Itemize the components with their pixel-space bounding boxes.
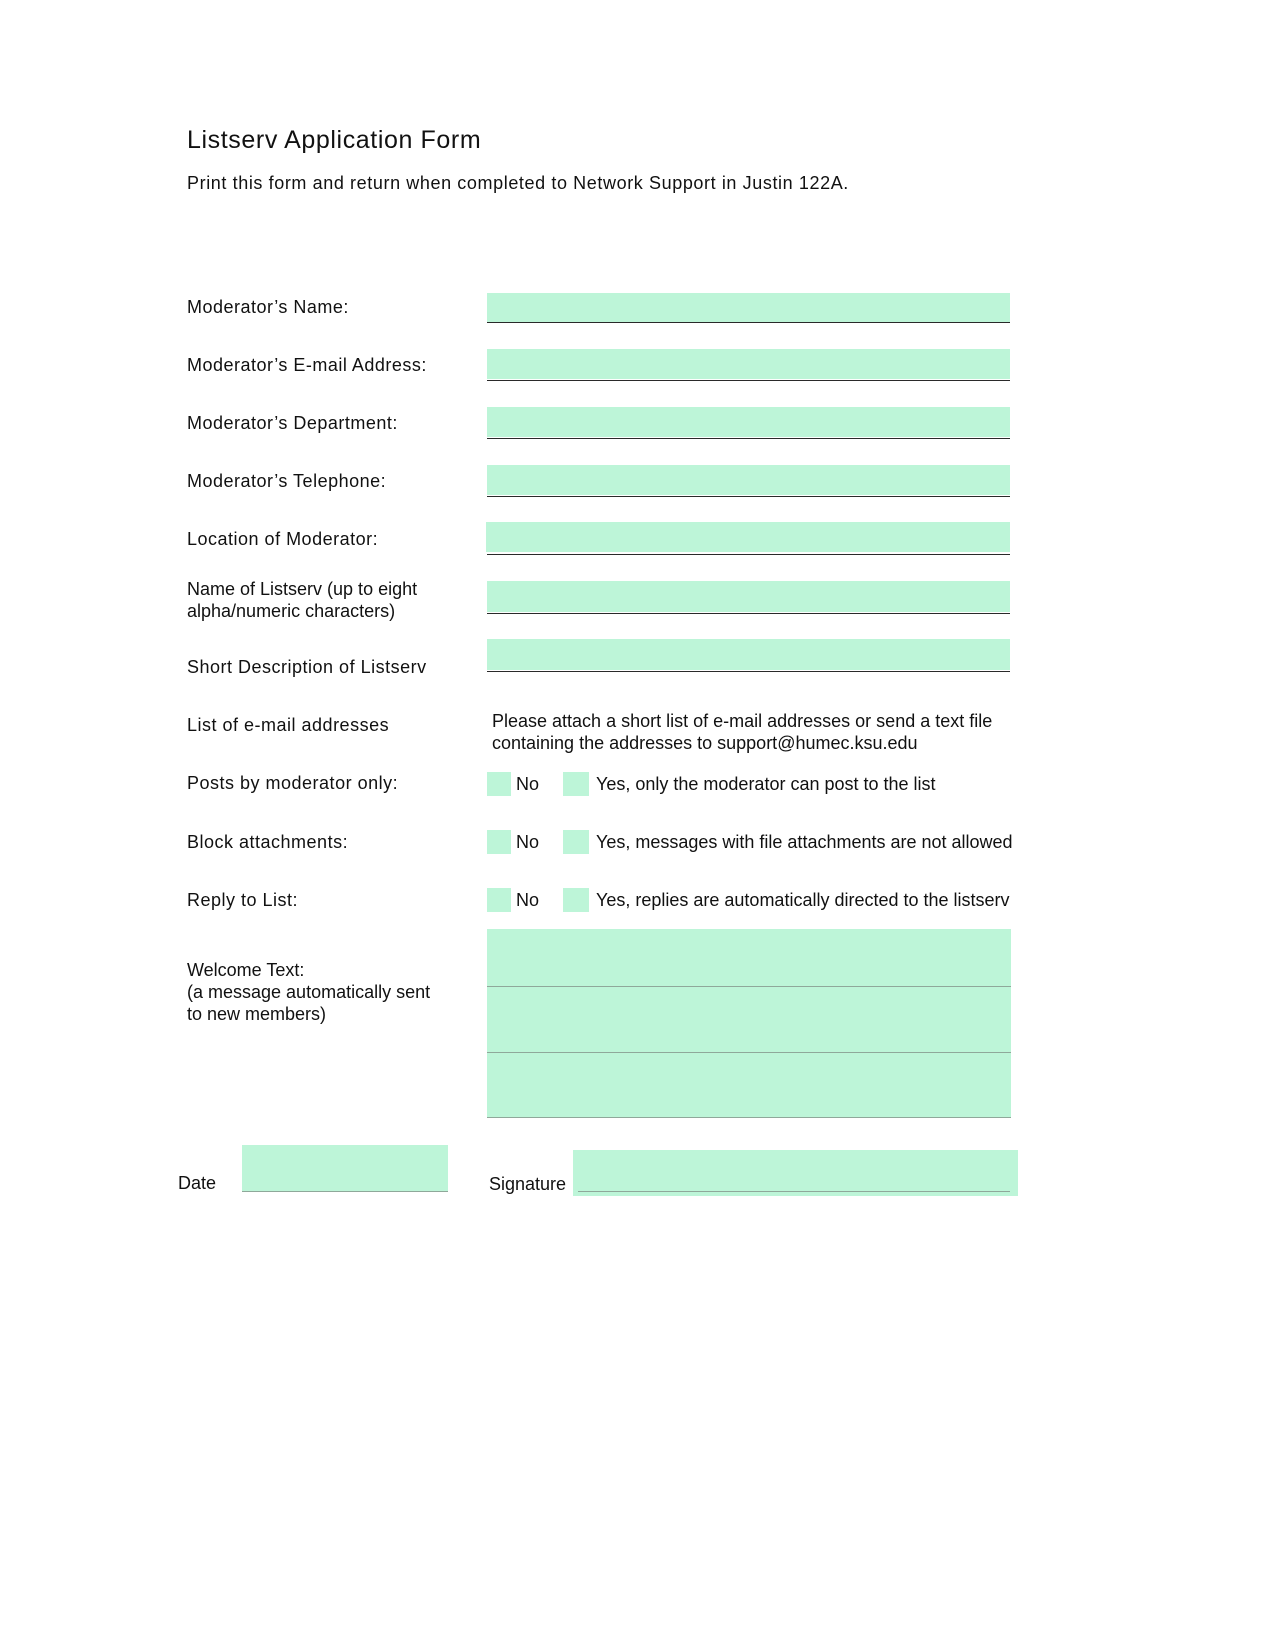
- posts-by-moderator-yes-label: Yes, only the moderator can post to the list: [596, 774, 936, 794]
- welcome-text-rule-2: [487, 1052, 1011, 1053]
- reply-to-list-yes-label: Yes, replies are automatically directed to the listserv: [596, 890, 1010, 910]
- welcome-text-label-line2: (a message automatically sent: [187, 982, 431, 1002]
- block-attachments-yes-checkbox[interactable]: [563, 830, 589, 854]
- moderator-name-label: Moderator’s Name:: [187, 297, 349, 317]
- welcome-text-rule-3: [487, 1117, 1011, 1118]
- moderator-department-label: Moderator’s Department:: [187, 413, 398, 433]
- welcome-text-label-line1: Welcome Text:: [187, 960, 305, 980]
- moderator-telephone-label: Moderator’s Telephone:: [187, 471, 387, 491]
- block-attachments-label: Block attachments:: [187, 832, 349, 852]
- reply-to-list-yes-checkbox[interactable]: [563, 888, 589, 912]
- short-description-input[interactable]: [487, 639, 1010, 670]
- moderator-email-label: Moderator’s E-mail Address:: [187, 355, 427, 375]
- email-list-note-line1: Please attach a short list of e-mail addresses or send a text file: [492, 711, 993, 731]
- short-description-label: Short Description of Listserv: [187, 657, 427, 677]
- moderator-name-underline: [487, 322, 1010, 323]
- signature-underline: [578, 1191, 1010, 1192]
- moderator-email-input[interactable]: [487, 349, 1010, 379]
- moderator-telephone-input[interactable]: [487, 465, 1010, 495]
- listserv-name-underline: [487, 613, 1010, 614]
- moderator-telephone-underline: [487, 496, 1010, 497]
- moderator-location-underline: [487, 554, 1010, 555]
- signature-label: Signature: [489, 1174, 567, 1194]
- welcome-text-rule-1: [487, 986, 1011, 987]
- reply-to-list-no-label: No: [516, 890, 540, 910]
- moderator-email-underline: [487, 380, 1010, 381]
- block-attachments-yes-label: Yes, messages with file attachments are not allowed: [596, 832, 1013, 852]
- short-description-underline: [487, 671, 1010, 672]
- moderator-location-label: Location of Moderator:: [187, 529, 379, 549]
- block-attachments-no-checkbox[interactable]: [487, 830, 511, 854]
- page-subtitle: Print this form and return when completed to Network Support in Justin 122A.: [187, 173, 849, 193]
- posts-by-moderator-label: Posts by moderator only:: [187, 773, 399, 793]
- posts-by-moderator-no-checkbox[interactable]: [487, 772, 511, 796]
- welcome-text-label-line3: to new members): [187, 1004, 327, 1024]
- reply-to-list-no-checkbox[interactable]: [487, 888, 511, 912]
- posts-by-moderator-yes-checkbox[interactable]: [563, 772, 589, 796]
- moderator-location-input[interactable]: [486, 522, 1010, 552]
- block-attachments-no-label: No: [516, 832, 540, 852]
- signature-input[interactable]: [573, 1150, 1018, 1196]
- listserv-name-input[interactable]: [487, 581, 1010, 612]
- moderator-name-input[interactable]: [487, 293, 1010, 322]
- listserv-name-label-line1: Name of Listserv (up to eight: [187, 579, 418, 599]
- date-input[interactable]: [242, 1145, 448, 1191]
- posts-by-moderator-no-label: No: [516, 774, 540, 794]
- moderator-department-input[interactable]: [487, 407, 1010, 437]
- moderator-department-underline: [487, 438, 1010, 439]
- email-list-label: List of e-mail addresses: [187, 715, 390, 735]
- date-label: Date: [178, 1173, 217, 1193]
- date-underline: [242, 1191, 448, 1192]
- email-list-note-line2: containing the addresses to support@humec.ksu.edu: [492, 733, 918, 753]
- welcome-text-input[interactable]: [487, 929, 1011, 1117]
- page-title: Listserv Application Form: [187, 126, 482, 154]
- reply-to-list-label: Reply to List:: [187, 890, 299, 910]
- listserv-name-label-line2: alpha/numeric characters): [187, 601, 396, 621]
